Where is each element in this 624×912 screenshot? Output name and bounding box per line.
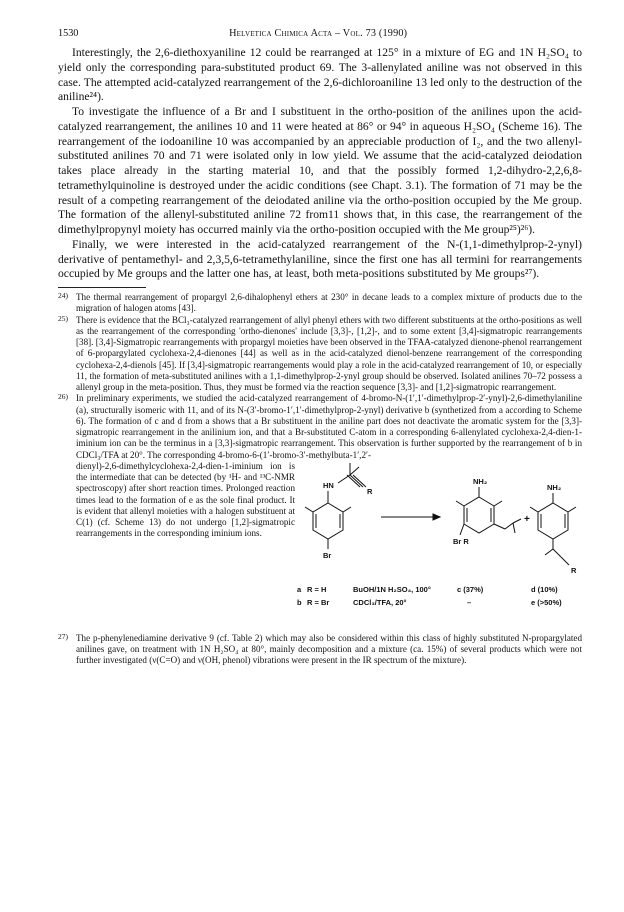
row-b-r: R = Br xyxy=(307,597,330,607)
row-b-product-none: – xyxy=(467,597,472,607)
footnote xyxy=(58,292,582,315)
footnote-mark: 25) xyxy=(58,313,68,323)
row-b-product-e: e (>50%) xyxy=(531,597,562,607)
page-number: 1530 xyxy=(58,28,79,39)
row-a-conditions: BuOH/1N H₂SO₄, 100° xyxy=(353,584,431,594)
r-label: R xyxy=(367,486,373,496)
footnote xyxy=(58,393,582,461)
running-header xyxy=(58,28,582,46)
paragraph: To investigate the influence of a Br and I substituent in the ortho-position of the anilines upon the acid-catalyzed rearrangement, the anilines 10 and 11 were heated at 86° or 94° in aqueous H₂SO₄ (Scheme 16). The rearrangement of the iodoaniline 10 was accompanied by an appreciable production of I₂, and the two allenyl-substituted anilines 70 and 71 were isolated only in low yield. We assume that the acid-catalyzed deiodation takes place already in the starting material 10, and that the possibly formed 1,2-dihydro-2,2,6,8-tetramethylquinoline is destroyed under the acidic conditions (see Chapt. 3.1). The formation of 71 may be the result of a competing rearrangement of the deiodated aniline via the ortho-position occupied by the Me group. The formation of the allenyl-substituted aniline 72 from11 shows that, in this case, the rearrangement of the dimethylpropynyl moiety has occurred mainly via the ortho-position occupied with the Me group²⁵)²⁶). xyxy=(58,105,582,236)
footnote-rule xyxy=(58,287,146,288)
paragraph: Interestingly, the 2,6-diethoxyaniline 12 could be rearranged at 125° in a mixture of EG and 1N H₂SO₄ to yield only the corresponding para-substituted product 69. The 3-allenylated aniline was not observed in this case. The attempted acid-catalyzed rearrangement of the 2,6-dichloroaniline 13 led only to the destruction of the aniline²⁴). xyxy=(58,46,582,104)
row-a-id: a xyxy=(297,584,302,594)
br-r-label: Br R xyxy=(453,536,469,546)
scheme-drawing xyxy=(295,461,582,633)
footnote-text: In preliminary experiments, we studied the acid-catalyzed rearrangement of 4-bromo-N-(1′,1′-dimethylprop-2′-ynyl)-2,6-dimethylaniline (a), structurally isomeric with 11, and of its N-(3′-bromo-1′,1′-dimethylprop-2-ynyl) derivative b (synthetized from a according to Scheme 6). The formation of c and d from a shows that a Br substituent in the aniline part does not deactivate the aromatic system for the [3,3]-sigmatropic rearrangement in the anilinium ion, and that a Br-substituted C-atom in a corresponding 6-allenylated cyclohexa-2,4-dien-1-iminium ion can be the terminus in a [3,3]-sigmatropic rearrangement. This observation is further supported by the rearrangement of b in CDCl₃/TFA at 20°. The corresponding 4-bromo-6-(1′-bromo-3′-methylbuta-1′,2′- xyxy=(76,393,582,460)
row-b-conditions: CDCl₃/TFA, 20° xyxy=(353,597,407,607)
footnote-mark: 26) xyxy=(58,392,68,402)
footnote xyxy=(58,315,582,394)
footnote-mark: 27) xyxy=(58,631,68,641)
product-ring-d xyxy=(538,503,568,539)
r-label-d: R xyxy=(571,565,577,575)
aniline-ring xyxy=(313,503,343,539)
footnote xyxy=(58,633,582,667)
nh2-label-d: NH₂ xyxy=(547,482,562,492)
row-a-product-d: d (10%) xyxy=(531,584,558,594)
reaction-scheme xyxy=(295,461,582,633)
footnote-text: The p-phenylenediamine derivative 9 (cf. Table 2) which may also be considered within this class of highly substituted N-propargylated anilines gave, on treatment with 1N H₂SO₄ at 80°, mainly decomposition and a mixture (ca. 15%) of several products which were not further investigated (ν(C=O) and ν(OH, phenol) vibrations were present in the IR spectrum of the mixture). xyxy=(76,632,582,666)
hn-label: HN xyxy=(323,480,334,490)
journal-title: Helvetica Chimica Acta – Vol. 73 (1990) xyxy=(229,28,408,39)
br-label: Br xyxy=(323,550,332,560)
product-ring-c xyxy=(464,497,494,533)
footnotes xyxy=(58,292,582,667)
row-b-id: b xyxy=(297,597,302,607)
footnote-continuation xyxy=(58,461,582,633)
plus-sign: + xyxy=(524,513,530,525)
journal-page xyxy=(58,28,582,667)
footnote-text: The thermal rearrangement of propargyl 2,6-dihalophenyl ethers at 230° in decane leads to a complex mixture of products due to the migration of halogen atoms [43]. xyxy=(76,292,582,314)
footnote-26-left-text: dienyl)-2,6-dimethylcyclohexa-2,4-dien-1-iminium ion is the intermediate that can be detected (by ¹H- and ¹³C-NMR spectroscopy) after short reaction times. Prolonged reaction times lead to the formation of e as the sole final product. It is evident that allenyl moieties with a halogen substituent at C(1) (cf. Scheme 13) do not undergo [1,2]-sigmatropic rearrangements in the corresponding iminium ions. xyxy=(76,460,295,539)
footnote-mark: 24) xyxy=(58,291,68,300)
footnote-text: There is evidence that the BCl₃-catalyzed rearrangement of allyl phenyl ethers with two different substituents at the ortho-positions as well as the rearrangement of the corresponding 'ortho-dienones' include [3,3]-, [1,2]-, and to some extent [3,4]-sigmatropic rearrangements [38]. [3,4]-Sigmatropic rearrangements with propargyl moieties have been observed in the TFAA-catalyzed dienone-phenol rearrangement of 6-propargylated cyclohexa-2,4-dienones [44] as well as in the acid-catalyzed dienol-benzene rearrangement of the corresponding cyclohexa-2,4-dienols [45]. If [3,4]-sigmatropic rearrangements would play a role in the acid-catalyzed rearrangement of 10, or especially 11, the formation of meta-substituted anilines with a 1,1-dimethylprop-2-ynyl group should be observed. Isolated anilines 70–72 possess a allenyl group in the meta-position. Thus, they must be formed via the reaction sequence [3,3]- and [1,2]-sigmatropic rearrangement. xyxy=(76,314,582,392)
nh2-label-c: NH₂ xyxy=(473,476,488,486)
row-a-product-c: c (37%) xyxy=(457,584,484,594)
row-a-r: R = H xyxy=(307,584,327,594)
paragraph: Finally, we were interested in the acid-catalyzed rearrangement of the N-(1,1-dimethylprop-2-ynyl) derivative of pentamethyl- and 2,3,5,6-tetramethylaniline, since the first one has all termini for rearrangements occupied by Me groups and the latter one has, at least, both meta-positions substituted by Me groups²⁷). xyxy=(58,237,582,281)
main-text xyxy=(58,46,582,282)
